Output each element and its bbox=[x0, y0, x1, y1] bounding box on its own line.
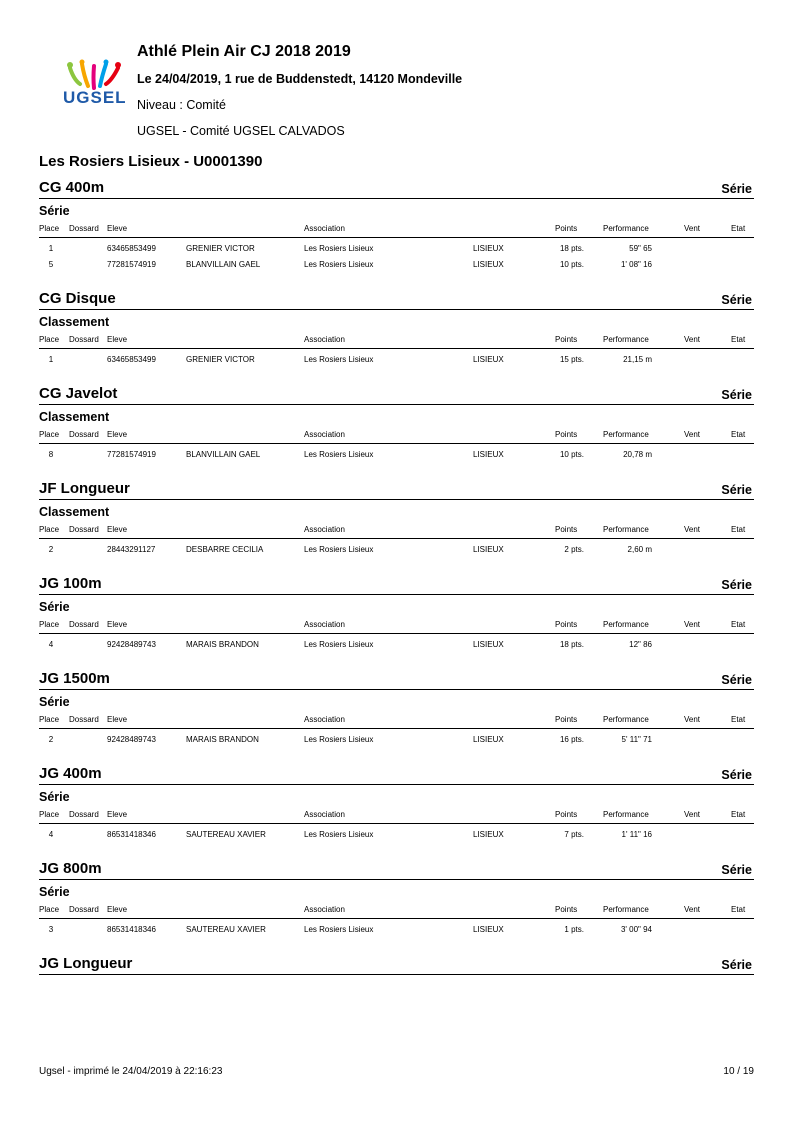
col-eleve: Eleve bbox=[107, 525, 128, 534]
cell-place: 2 bbox=[48, 545, 54, 554]
cell-place: 1 bbox=[48, 244, 54, 253]
event-type: Série bbox=[721, 388, 752, 402]
event-header bbox=[39, 571, 754, 595]
column-headers bbox=[39, 331, 754, 349]
cell-eleve-id: 92428489743 bbox=[107, 735, 156, 744]
cell-points: 1 pts. bbox=[564, 925, 584, 934]
event-subheading: Série bbox=[39, 695, 70, 709]
col-association: Association bbox=[304, 810, 345, 819]
col-dossard: Dossard bbox=[69, 905, 99, 914]
col-dossard: Dossard bbox=[69, 224, 99, 233]
cell-place: 1 bbox=[48, 355, 54, 364]
column-headers bbox=[39, 616, 754, 634]
col-association: Association bbox=[304, 715, 345, 724]
cell-eleve-id: 77281574919 bbox=[107, 260, 156, 269]
cell-place: 5 bbox=[48, 260, 54, 269]
col-points: Points bbox=[555, 810, 578, 819]
column-headers bbox=[39, 806, 754, 824]
col-etat: Etat bbox=[731, 224, 746, 233]
cell-city: LISIEUX bbox=[473, 545, 504, 554]
event-type: Série bbox=[721, 958, 752, 972]
event-subheading: Série bbox=[39, 790, 70, 804]
event-subheading: Classement bbox=[39, 410, 110, 424]
event-subheading: Série bbox=[39, 885, 70, 899]
cell-city: LISIEUX bbox=[473, 640, 504, 649]
meet-committee: UGSEL - Comité UGSEL CALVADOS bbox=[137, 124, 345, 138]
event-name: JG 400m bbox=[39, 765, 102, 782]
col-place: Place bbox=[39, 715, 60, 724]
event-type: Série bbox=[721, 768, 752, 782]
cell-eleve-id: 63465853499 bbox=[107, 355, 156, 364]
col-association: Association bbox=[304, 620, 345, 629]
cell-athlete-name: DESBARRE CECILIA bbox=[186, 545, 264, 554]
col-vent: Vent bbox=[684, 905, 701, 914]
event-header bbox=[39, 175, 754, 199]
result-rows bbox=[39, 539, 754, 557]
events-list bbox=[39, 175, 754, 975]
event-type: Série bbox=[721, 673, 752, 687]
club-title: Les Rosiers Lisieux - U0001390 bbox=[39, 153, 263, 170]
col-place: Place bbox=[39, 620, 60, 629]
event-type: Série bbox=[721, 483, 752, 497]
cell-place: 2 bbox=[48, 735, 54, 744]
event-section bbox=[39, 286, 754, 381]
cell-association: Les Rosiers Lisieux bbox=[304, 545, 374, 554]
table-row bbox=[39, 731, 754, 747]
col-points: Points bbox=[555, 430, 578, 439]
cell-points: 2 pts. bbox=[564, 545, 584, 554]
column-headers bbox=[39, 426, 754, 444]
cell-association: Les Rosiers Lisieux bbox=[304, 450, 374, 459]
event-name: JG Longueur bbox=[39, 955, 133, 972]
event-type: Série bbox=[721, 182, 752, 196]
table-row bbox=[39, 256, 754, 272]
result-rows bbox=[39, 919, 754, 937]
event-name: JG 800m bbox=[39, 860, 102, 877]
col-place: Place bbox=[39, 335, 60, 344]
footer-printed: Ugsel - imprimé le 24/04/2019 à 22:16:23 bbox=[39, 1066, 223, 1077]
cell-points: 18 pts. bbox=[559, 244, 584, 253]
cell-athlete-name: GRENIER VICTOR bbox=[186, 355, 255, 364]
event-type: Série bbox=[721, 863, 752, 877]
result-rows bbox=[39, 238, 754, 272]
cell-performance: 1' 11" 16 bbox=[621, 830, 652, 839]
cell-points: 15 pts. bbox=[559, 355, 584, 364]
col-dossard: Dossard bbox=[69, 715, 99, 724]
col-eleve: Eleve bbox=[107, 335, 128, 344]
event-section bbox=[39, 476, 754, 571]
col-vent: Vent bbox=[684, 335, 701, 344]
result-rows bbox=[39, 729, 754, 747]
col-vent: Vent bbox=[684, 715, 701, 724]
cell-city: LISIEUX bbox=[473, 735, 504, 744]
table-row bbox=[39, 351, 754, 367]
event-header bbox=[39, 951, 754, 975]
cell-city: LISIEUX bbox=[473, 925, 504, 934]
cell-association: Les Rosiers Lisieux bbox=[304, 925, 374, 934]
cell-association: Les Rosiers Lisieux bbox=[304, 244, 374, 253]
cell-eleve-id: 86531418346 bbox=[107, 925, 156, 934]
cell-athlete-name: BLANVILLAIN GAEL bbox=[186, 260, 261, 269]
col-vent: Vent bbox=[684, 620, 701, 629]
cell-athlete-name: BLANVILLAIN GAEL bbox=[186, 450, 261, 459]
col-place: Place bbox=[39, 810, 60, 819]
event-header bbox=[39, 666, 754, 690]
table-row bbox=[39, 636, 754, 652]
col-points: Points bbox=[555, 335, 578, 344]
cell-city: LISIEUX bbox=[473, 260, 504, 269]
col-eleve: Eleve bbox=[107, 430, 128, 439]
cell-performance: 3' 00" 94 bbox=[620, 925, 652, 934]
cell-performance: 5' 11" 71 bbox=[621, 735, 652, 744]
table-row bbox=[39, 240, 754, 256]
col-performance: Performance bbox=[603, 335, 649, 344]
table-row bbox=[39, 541, 754, 557]
event-subheading: Série bbox=[39, 204, 70, 218]
col-eleve: Eleve bbox=[107, 905, 128, 914]
event-subheading: Classement bbox=[39, 315, 110, 329]
col-points: Points bbox=[555, 715, 578, 724]
cell-performance: 2,60 m bbox=[627, 545, 652, 554]
col-points: Points bbox=[555, 620, 578, 629]
event-header bbox=[39, 856, 754, 880]
col-place: Place bbox=[39, 430, 60, 439]
event-name: JF Longueur bbox=[39, 480, 130, 497]
event-name: JG 100m bbox=[39, 575, 102, 592]
event-section bbox=[39, 666, 754, 761]
cell-athlete-name: SAUTEREAU XAVIER bbox=[186, 830, 266, 839]
table-row bbox=[39, 826, 754, 842]
col-performance: Performance bbox=[603, 715, 649, 724]
cell-eleve-id: 28443291127 bbox=[107, 545, 156, 554]
meet-title: Athlé Plein Air CJ 2018 2019 bbox=[137, 43, 351, 60]
col-place: Place bbox=[39, 224, 60, 233]
cell-athlete-name: MARAIS BRANDON bbox=[186, 640, 259, 649]
cell-performance: 59" 65 bbox=[629, 244, 652, 253]
cell-city: LISIEUX bbox=[473, 355, 504, 364]
event-name: CG 400m bbox=[39, 179, 105, 196]
cell-points: 16 pts. bbox=[559, 735, 584, 744]
col-points: Points bbox=[555, 525, 578, 534]
col-association: Association bbox=[304, 430, 345, 439]
event-header bbox=[39, 761, 754, 785]
cell-points: 7 pts. bbox=[564, 830, 584, 839]
cell-eleve-id: 63465853499 bbox=[107, 244, 156, 253]
cell-performance: 20,78 m bbox=[623, 450, 652, 459]
event-subheading: Classement bbox=[39, 505, 110, 519]
col-vent: Vent bbox=[684, 430, 701, 439]
cell-points: 10 pts. bbox=[559, 260, 584, 269]
col-place: Place bbox=[39, 905, 60, 914]
event-section bbox=[39, 856, 754, 951]
cell-association: Les Rosiers Lisieux bbox=[304, 735, 374, 744]
event-section bbox=[39, 951, 754, 975]
col-association: Association bbox=[304, 905, 345, 914]
cell-performance: 12" 86 bbox=[629, 640, 652, 649]
cell-athlete-name: GRENIER VICTOR bbox=[186, 244, 255, 253]
col-dossard: Dossard bbox=[69, 525, 99, 534]
col-etat: Etat bbox=[731, 810, 746, 819]
col-place: Place bbox=[39, 525, 60, 534]
col-performance: Performance bbox=[603, 810, 649, 819]
result-rows bbox=[39, 444, 754, 462]
table-row bbox=[39, 921, 754, 937]
table-row bbox=[39, 446, 754, 462]
cell-performance: 1' 08" 16 bbox=[620, 260, 652, 269]
column-headers bbox=[39, 901, 754, 919]
cell-athlete-name: SAUTEREAU XAVIER bbox=[186, 925, 266, 934]
event-name: CG Disque bbox=[39, 290, 116, 307]
col-performance: Performance bbox=[603, 430, 649, 439]
col-etat: Etat bbox=[731, 620, 746, 629]
cell-city: LISIEUX bbox=[473, 244, 504, 253]
column-headers bbox=[39, 220, 754, 238]
col-association: Association bbox=[304, 525, 345, 534]
cell-association: Les Rosiers Lisieux bbox=[304, 830, 374, 839]
event-header bbox=[39, 286, 754, 310]
result-rows bbox=[39, 824, 754, 842]
meet-level: Niveau : Comité bbox=[137, 98, 226, 112]
col-association: Association bbox=[304, 335, 345, 344]
cell-performance: 21,15 m bbox=[623, 355, 652, 364]
logo-text: UGSEL bbox=[63, 88, 127, 107]
col-etat: Etat bbox=[731, 525, 746, 534]
cell-association: Les Rosiers Lisieux bbox=[304, 355, 374, 364]
col-vent: Vent bbox=[684, 525, 701, 534]
cell-points: 10 pts. bbox=[559, 450, 584, 459]
col-performance: Performance bbox=[603, 905, 649, 914]
col-performance: Performance bbox=[603, 525, 649, 534]
event-type: Série bbox=[721, 293, 752, 307]
cell-athlete-name: MARAIS BRANDON bbox=[186, 735, 259, 744]
col-etat: Etat bbox=[731, 335, 746, 344]
meet-date-location: Le 24/04/2019, 1 rue de Buddenstedt, 14120 Mondeville bbox=[137, 72, 463, 86]
cell-eleve-id: 86531418346 bbox=[107, 830, 156, 839]
cell-eleve-id: 77281574919 bbox=[107, 450, 156, 459]
event-section bbox=[39, 571, 754, 666]
event-section bbox=[39, 381, 754, 476]
col-eleve: Eleve bbox=[107, 810, 128, 819]
col-dossard: Dossard bbox=[69, 430, 99, 439]
col-etat: Etat bbox=[731, 715, 746, 724]
col-performance: Performance bbox=[603, 224, 649, 233]
result-rows bbox=[39, 349, 754, 367]
col-points: Points bbox=[555, 224, 578, 233]
result-rows bbox=[39, 634, 754, 652]
cell-association: Les Rosiers Lisieux bbox=[304, 640, 374, 649]
cell-points: 18 pts. bbox=[559, 640, 584, 649]
col-eleve: Eleve bbox=[107, 620, 128, 629]
cell-eleve-id: 92428489743 bbox=[107, 640, 156, 649]
col-etat: Etat bbox=[731, 905, 746, 914]
col-performance: Performance bbox=[603, 620, 649, 629]
col-eleve: Eleve bbox=[107, 715, 128, 724]
col-dossard: Dossard bbox=[69, 335, 99, 344]
col-dossard: Dossard bbox=[69, 620, 99, 629]
cell-place: 4 bbox=[48, 830, 54, 839]
cell-place: 8 bbox=[48, 450, 54, 459]
col-association: Association bbox=[304, 224, 345, 233]
cell-place: 3 bbox=[48, 925, 54, 934]
cell-place: 4 bbox=[48, 640, 54, 649]
col-points: Points bbox=[555, 905, 578, 914]
event-section bbox=[39, 175, 754, 286]
col-vent: Vent bbox=[684, 224, 701, 233]
event-name: JG 1500m bbox=[39, 670, 110, 687]
column-headers bbox=[39, 711, 754, 729]
cell-association: Les Rosiers Lisieux bbox=[304, 260, 374, 269]
event-header bbox=[39, 476, 754, 500]
event-header bbox=[39, 381, 754, 405]
page-header bbox=[0, 0, 793, 150]
cell-city: LISIEUX bbox=[473, 830, 504, 839]
footer-page-number: 10 / 19 bbox=[723, 1066, 754, 1077]
cell-city: LISIEUX bbox=[473, 450, 504, 459]
column-headers bbox=[39, 521, 754, 539]
event-name: CG Javelot bbox=[39, 385, 118, 402]
col-etat: Etat bbox=[731, 430, 746, 439]
event-subheading: Série bbox=[39, 600, 70, 614]
col-dossard: Dossard bbox=[69, 810, 99, 819]
col-eleve: Eleve bbox=[107, 224, 128, 233]
event-section bbox=[39, 761, 754, 856]
event-type: Série bbox=[721, 578, 752, 592]
col-vent: Vent bbox=[684, 810, 701, 819]
